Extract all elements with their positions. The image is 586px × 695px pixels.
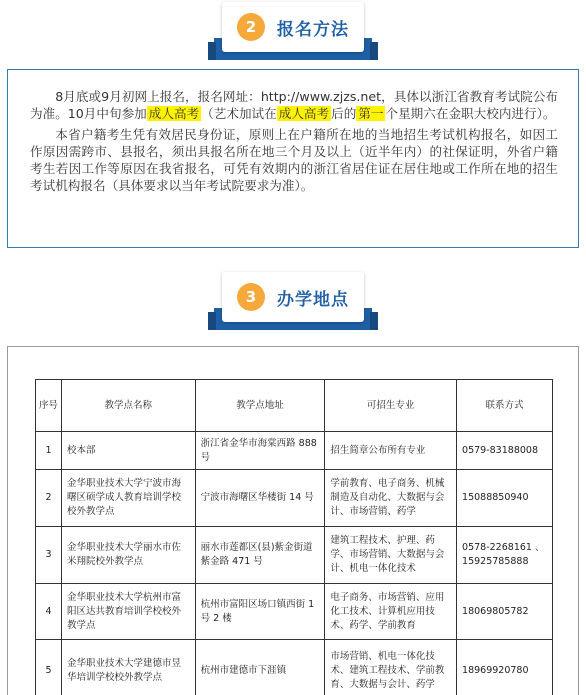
row-address: 浙江省金华市海棠西路 888 号 <box>195 432 325 470</box>
row-no: 5 <box>36 640 62 695</box>
table-row <box>36 432 553 470</box>
locations-table <box>35 379 553 695</box>
row-majors: 招生简章公布所有专业 <box>325 432 457 470</box>
row-address: 杭州市建德市下涯镇 <box>195 640 325 695</box>
table-row <box>36 640 553 695</box>
locations-table-box <box>7 346 579 695</box>
row-phone: 0578-2268161 、15925785888 <box>457 527 553 584</box>
row-name: 金华职业技术大学杭州市富阳区达共教育培训学校校外教学点 <box>61 584 195 640</box>
row-phone: 15088850940 <box>457 470 553 527</box>
table-row <box>36 584 553 640</box>
header-no: 序号 <box>36 380 62 432</box>
row-majors: 电子商务、市场营销、应用化工技术、计算机应用技术、药学、学前教育 <box>325 584 457 640</box>
section-number-badge: 2 <box>237 13 265 41</box>
row-no: 3 <box>36 527 62 584</box>
row-name: 金华职业技术大学建德市昱华培训学校校外教学点 <box>61 640 195 695</box>
section-title: 报名方法 <box>277 19 349 40</box>
row-majors: 建筑工程技术、护理、药学、市场营销、大数据与会计、机电一体化技术 <box>325 527 457 584</box>
header-card <box>222 272 364 322</box>
row-address: 宁波市海曙区华楼街 14 号 <box>195 470 325 527</box>
row-address: 杭州市富阳区场口镇西街 1 号 2 楼 <box>195 584 325 640</box>
section-number-badge: 3 <box>237 283 265 311</box>
header-majors: 可招生专业 <box>325 380 457 432</box>
table-header-row <box>36 380 553 432</box>
header-card <box>222 2 364 52</box>
table-row <box>36 470 553 527</box>
row-name: 金华职业技术大学丽水市佐米翔院校外教学点 <box>61 527 195 584</box>
header-name: 教学点名称 <box>61 380 195 432</box>
highlight-adult-exam: 成人高考 <box>148 106 200 121</box>
header-address: 教学点地址 <box>195 380 325 432</box>
row-majors: 市场营销、机电一体化技术、建筑工程技术、学前教育、大数据与会计、药学 <box>325 640 457 695</box>
highlight-adult-exam: 成人高考 <box>278 106 330 121</box>
row-no: 4 <box>36 584 62 640</box>
table-row <box>36 527 553 584</box>
signup-paragraph-2: 本省户籍考生凭有效居民身份证，原则上在户籍所在地的当地招生考试机构报名，如因工作原因需跨市、县报名，须出具报名所在地三个月及以上（近半年内）的社保证明，外省户籍考生若因工作等原因在我省报名，可凭有效期内的浙江省居住证在居住地或工作所在地的招生考试机构报名（具体要求以当年考试院要求为准）。 <box>30 127 558 193</box>
row-no: 1 <box>36 432 62 470</box>
row-phone: 18069805782 <box>457 584 553 640</box>
row-name: 金华职业技术大学宁波市海曙区硕学成人教育培训学校校外教学点 <box>61 470 195 527</box>
signup-paragraph-1: 8月底或9月初网上报名，报名网址：http://www.zjzs.net，具体以浙江省教育考试院公布为准。10月中旬参加 成人高考 （艺术加试在 成人高考 后的 第一 个星期六在金职大校内进行）。 <box>30 89 558 121</box>
row-no: 2 <box>36 470 62 527</box>
row-name: 校本部 <box>61 432 195 470</box>
highlight-first: 第一 <box>358 106 384 121</box>
row-address: 丽水市莲都区(县)紫金街道紫金路 471 号 <box>195 527 325 584</box>
row-majors: 学前教育、电子商务、机械制造及自动化、大数据与会计、市场营销、药学 <box>325 470 457 527</box>
section-title: 办学地点 <box>277 289 349 310</box>
header-phone: 联系方式 <box>457 380 553 432</box>
section-header-signup <box>214 2 372 62</box>
section-header-locations <box>214 272 372 332</box>
row-phone: 18969920780 <box>457 640 553 695</box>
signup-info-box <box>7 69 579 248</box>
row-phone: 0579-83188008 <box>457 432 553 470</box>
